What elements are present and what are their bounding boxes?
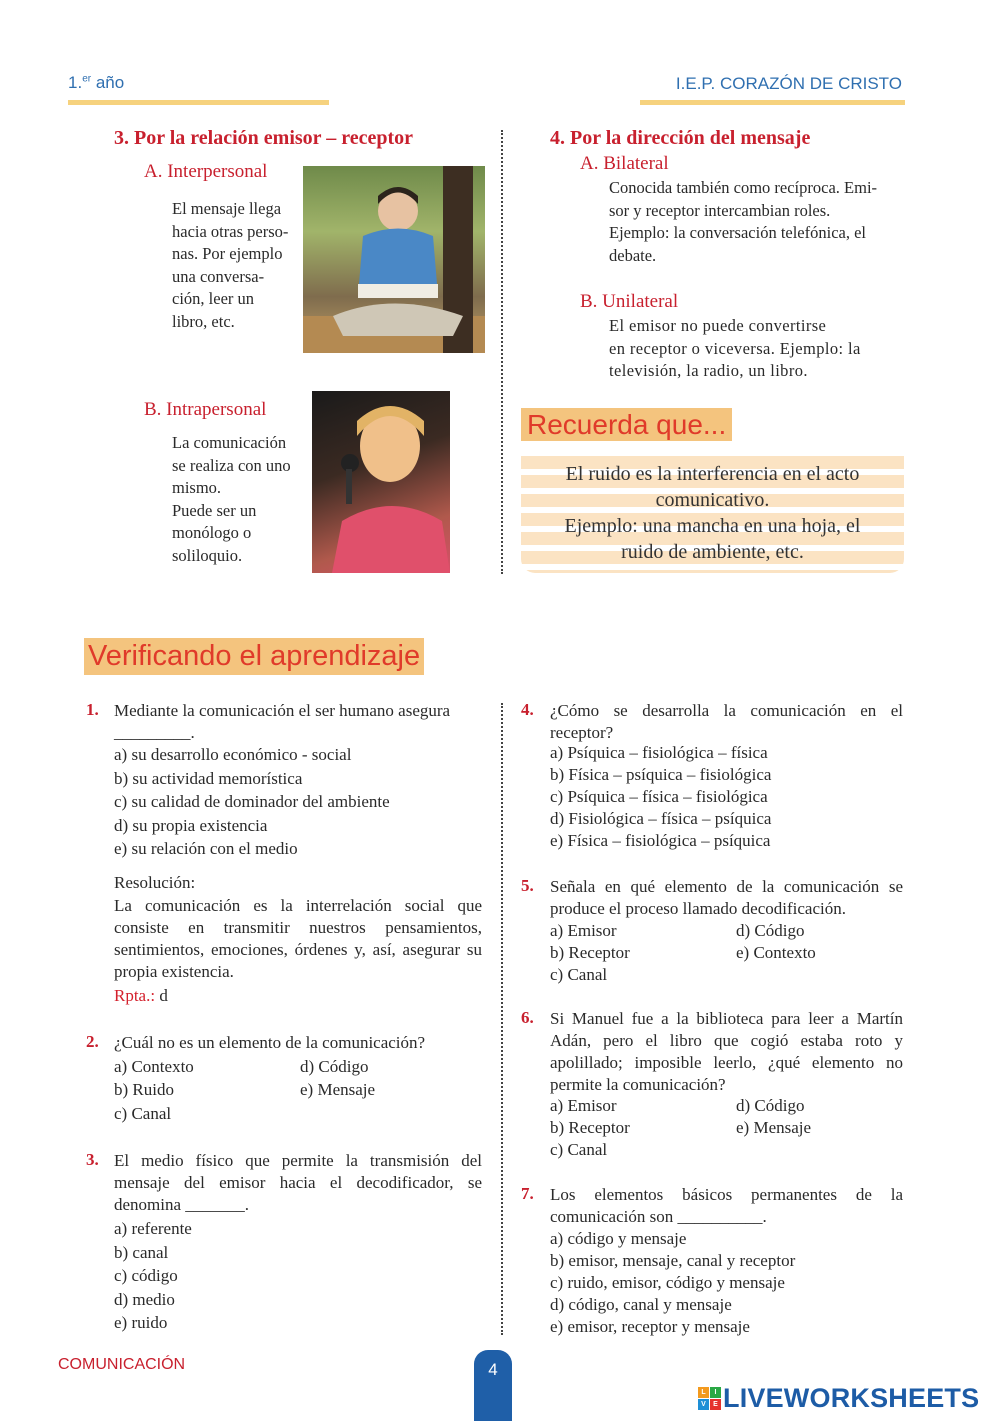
q3-option-d[interactable]: d) medio [114,1289,175,1309]
q7-option-c[interactable]: c) ruido, emisor, código y mensaje [550,1273,785,1292]
q1-option-e[interactable]: e) su relación con el medio [114,839,298,858]
q2-option-e[interactable]: e) Mensaje [300,1080,376,1099]
q7-options [550,1228,795,1338]
q3-options [114,1217,192,1335]
q4-question: ¿Cómo se desarrolla la comunicación en el receptor? [550,701,903,742]
photo-man-reading [303,166,485,353]
bilateral-text: Conocida también como recíproca. Emi- sor y receptor intercambian roles. Ejemplo: la conversación telefónica, el debate. [609,178,878,265]
recuerda-text: El ruido es la interferencia en el acto comunicativo. Ejemplo: una mancha en una hoja, el ruido de ambiente, etc. [564,463,861,563]
q1-option-a[interactable]: a) su desarrollo económico - social [114,745,352,764]
q1-question: Mediante la comunicación el ser humano asegura _________. [114,701,451,742]
column-divider-top [501,130,503,574]
q3-option-e[interactable]: e) ruido [114,1313,168,1332]
header-bar-right [640,100,905,105]
q5-option-b[interactable]: b) Receptor [550,943,630,962]
q4-option-d[interactable]: d) Fisiológica – física – psíquica [550,809,772,828]
section-title-direccion: 4. Por la dirección del mensaje [550,127,811,149]
subtitle-unilateral: B. Unilateral [580,291,679,312]
q2-option-b[interactable]: b) Ruido [114,1080,174,1099]
subject-label: COMUNICACIÓN [58,1356,186,1373]
q3-option-c[interactable]: c) código [114,1266,178,1285]
q7-question: Los elementos básicos permanentes de la comunicación son __________. [550,1185,903,1226]
q5-question: Señala en qué elemento de la comunicación se produce el proceso llamado decodificación. [550,877,903,918]
q5-number: 5. [521,876,534,895]
q4-option-b[interactable]: b) Física – psíquica – fisiológica [550,765,772,784]
page-number: 4 [474,1350,512,1421]
q1-number: 1. [86,700,99,719]
header-bar-left [68,100,329,105]
q3-option-a[interactable]: a) referente [114,1219,192,1238]
q7-option-d[interactable]: d) código, canal y mensaje [550,1295,732,1314]
q2-option-c[interactable]: c) Canal [114,1104,172,1123]
rpta-line: Rpta.: d [114,986,168,1005]
q2-number: 2. [86,1032,99,1051]
resolucion-text: La comunicación es la interrelación social que consiste en transmitir nuestros pensamientos, sentimientos, emociones, órdenes y, así, asegurar su propia existencia. [114,896,482,981]
section-title-relacion: 3. Por la relación emisor – receptor [114,127,413,149]
q7-option-e[interactable]: e) emisor, receptor y mensaje [550,1317,750,1336]
q4-option-a[interactable]: a) Psíquica – fisiológica – física [550,743,768,762]
liveworksheets-logo[interactable] [698,1383,979,1414]
q2-option-a[interactable]: a) Contexto [114,1057,194,1076]
q5-option-a[interactable]: a) Emisor [550,921,617,940]
resolucion-label: Resolución: [114,873,196,892]
q3-number: 3. [86,1150,99,1169]
q6-option-d[interactable]: d) Código [736,1096,805,1115]
q2-question: ¿Cuál no es un elemento de la comunicación? [114,1033,426,1052]
q6-option-c[interactable]: c) Canal [550,1140,608,1159]
q1-options [114,743,390,861]
q1-option-c[interactable]: c) su calidad de dominador del ambiente [114,792,390,811]
subtitle-bilateral: A. Bilateral [580,153,669,174]
unilateral-text: El emisor no puede convertirse en receptor o viceversa. Ejemplo: la televisión, la radio, un libro. [609,316,861,380]
q4-option-e[interactable]: e) Física – fisiológica – psíquica [550,831,771,850]
q6-number: 6. [521,1008,534,1027]
q6-option-a[interactable]: a) Emisor [550,1096,617,1115]
q4-options [550,742,771,852]
recuerda-title: Recuerda que... [521,408,732,441]
photo-woman-singing [312,391,450,573]
q5-option-d[interactable]: d) Código [736,921,805,940]
q5-option-e[interactable]: e) Contexto [736,943,816,962]
q6-option-b[interactable]: b) Receptor [550,1118,630,1137]
q3-option-b[interactable]: b) canal [114,1242,169,1262]
q7-option-a[interactable]: a) código y mensaje [550,1229,687,1248]
school-name: I.E.P. CORAZÓN DE CRISTO [675,74,902,93]
q1-option-d[interactable]: d) su propia existencia [114,815,268,835]
q5-option-c[interactable]: c) Canal [550,965,608,984]
liveworksheets-logo-icon: L I V E [698,1387,721,1410]
grade-label: 1.$^{er}$ año [68,73,125,92]
q7-number: 7. [521,1184,534,1203]
column-divider-bottom [501,703,503,1335]
interpersonal-text: El mensaje llega hacia otras perso- nas. Por ejemplo una conversa- ción, leer un libro, etc. [172,199,289,331]
q1-option-b[interactable]: b) su actividad memorística [114,768,303,788]
q6-option-e[interactable]: e) Mensaje [736,1118,812,1137]
verificando-title: Verificando el aprendizaje [84,638,424,675]
subtitle-interpersonal: A. Interpersonal [144,161,268,182]
q2-option-d[interactable]: d) Código [300,1057,369,1076]
intrapersonal-text: La comunicación se realiza con uno mismo. Puede ser un monólogo o soliloquio. [172,433,291,565]
subtitle-intrapersonal: B. Intrapersonal [144,399,267,420]
q3-question: El medio físico que permite la transmisión del mensaje del emisor hacia el decodificador, se denomina _______. [114,1151,482,1214]
q7-option-b[interactable]: b) emisor, mensaje, canal y receptor [550,1251,796,1270]
liveworksheets-wordmark: LIVEWORKSHEETS [723,1383,980,1413]
q4-number: 4. [521,700,534,719]
q6-question: Si Manuel fue a la biblioteca para leer a Martín Adán, pero el libro que cogió estaba roto y apolillado; imposible leerlo, ¿qué elemento no permite la comunicación? [550,1009,903,1094]
q4-option-c[interactable]: c) Psíquica – física – fisiológica [550,787,768,806]
